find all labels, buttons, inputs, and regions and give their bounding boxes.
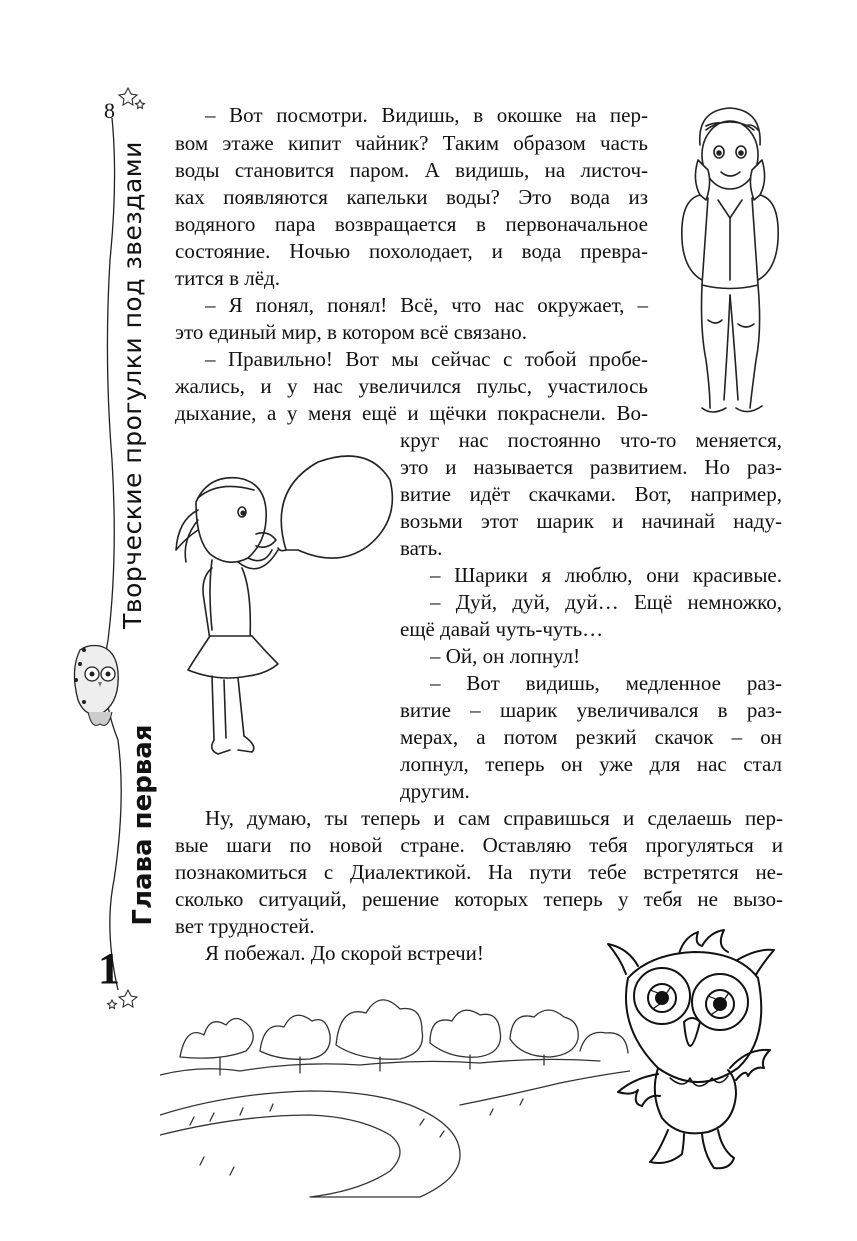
text-line: – Я понял, понял! Всё, что нас окружает, – [205,293,648,317]
text-line: – Шарики я люблю, они красивые. [430,563,782,587]
text-line: вом этаже кипит чайник? Таким образом часть [175,131,648,155]
text-line: – Вот видишь, медленное раз- [430,671,782,695]
text-line: сколько ситуаций, решение которых теперь у тебя не вызо- [175,887,783,911]
text-line: это единый мир, в котором всё связано. [175,320,527,344]
text-line: – Правильно! Вот мы сейчас с тобой пробе- [205,347,648,371]
text-line: познакомиться с Диалектикой. На пути тебе встретятся не- [175,860,783,884]
girl-blowing-balloon-icon [168,450,398,770]
star-icon [119,88,145,109]
text-line: ках появляются капельки воды? Это вода из [175,185,648,209]
running-title: Творческие прогулки под звездами [118,141,147,629]
text-line: дыхание, а у меня ещё и щёчки покраснели. Во- [175,401,648,425]
text-line: другим. [400,779,470,803]
text-line: вет трудностей. [175,914,315,938]
text-line: это и называется развитием. Но раз- [400,455,782,479]
small-owl-icon [74,646,118,726]
text-line: мерах, а потом резкий скачок – он [400,725,782,749]
chapter-label: Глава первая [128,724,158,926]
owl-icon [598,918,788,1218]
text-line: витие идёт скачками. Вот, например, [400,482,782,506]
text-line: – Дуй, дуй, дуй… Ещё немножко, [430,590,782,614]
text-line: Я побежал. До скорой встречи! [205,941,484,965]
text-line: жались, и у нас увеличился пульс, участилось [175,374,648,398]
text-line: – Вот посмотри. Видишь, в окошке на пер- [205,103,648,127]
page-number: 8 [104,98,115,123]
chapter-number: 1 [98,944,120,993]
text-line: состояние. Ночью похолодает, и вода превра- [175,239,648,263]
text-line: витие – шарик увеличивался в раз- [400,698,782,722]
text-line: тится в лёд. [175,266,280,290]
text-line: Ну, думаю, ты теперь и сам справишься и сделаешь пер- [205,806,783,830]
text-line: возьми этот шарик и начинай наду- [400,509,782,533]
text-line: вать. [400,536,443,560]
text-line: воды становится паром. А видишь, на листоч- [175,158,648,182]
text-line: вые шаги по новой стране. Оставляю тебя прогуляться и [175,833,783,857]
text-line: – Ой, он лопнул! [430,644,581,668]
text-line: ещё давай чуть-чуть… [400,617,604,641]
text-line: лопнул, теперь он уже для нас стал [400,752,782,776]
girl-hands-on-cheeks-icon [672,100,792,420]
text-line: водяного пара возвращается в первоначальное [175,212,648,236]
landscape-trees-path-icon [160,965,630,1205]
text-line: круг нас постоянно что-то меняется, [400,428,782,452]
